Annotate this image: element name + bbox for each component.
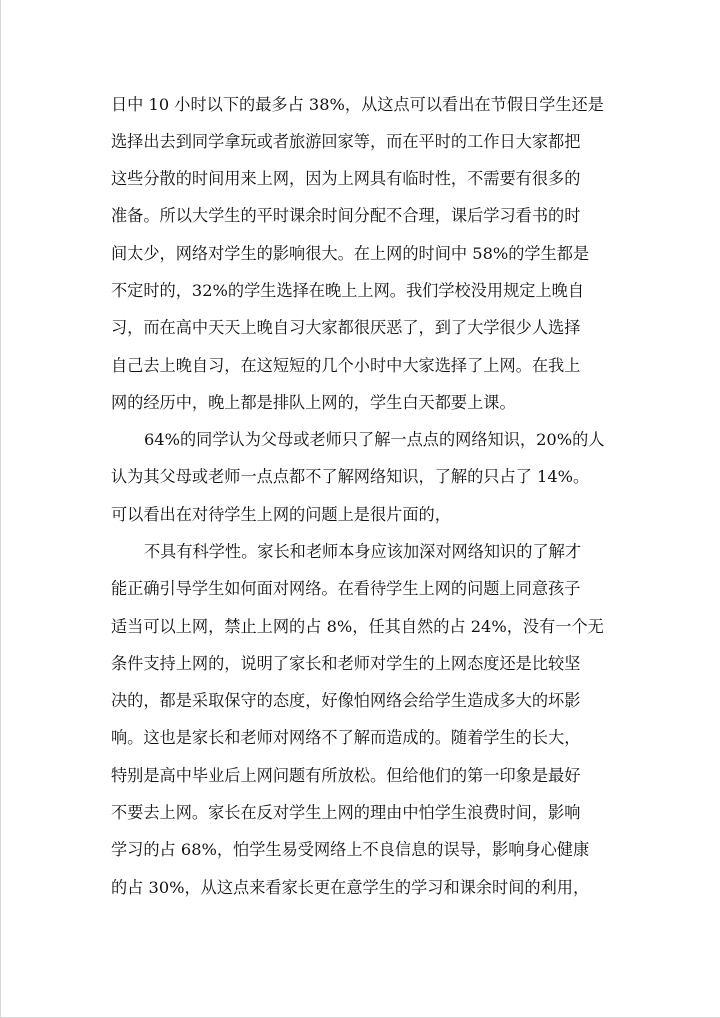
text-line: 这些分散的时间用来上网，因为上网具有临时性，不需要有很多的 [111,169,581,188]
paragraph-first-line: 64%的同学认为父母或老师只了解一点点的网络知识，20%的人 [144,430,605,449]
text-line: 能正确引导学生如何面对网络。在看待学生上网的问题上同意孩子 [111,579,581,598]
paragraph-first-line: 不具有科学性。家长和老师本身应该加深对网络知识的了解才 [144,542,582,561]
text-line: 不要去上网。家长在反对学生上网的理由中怕学生浪费时间，影响 [111,803,581,822]
text-line: 响。这也是家长和老师对网络不了解而造成的。随着学生的长大， [111,728,581,747]
text-line: 可以看出在对待学生上网的问题上是很片面的， [111,505,451,524]
text-line: 条件支持上网的，说明了家长和老师对学生的上网态度还是比较坚 [111,654,581,673]
text-line: 不定时的，32%的学生选择在晚上上网。我们学校没用规定上晚自 [111,281,585,300]
text-line: 认为其父母或老师一点点都不了解网络知识，了解的只占了 14%。 [111,467,590,486]
text-line: 网的经历中，晚上都是排队上网的，学生白天都要上课。 [111,393,516,412]
text-line: 适当可以上网，禁止上网的占 8%，任其自然的占 24%，没有一个无 [111,617,604,636]
text-line: 特别是高中毕业后上网问题有所放松。但给他们的第一印象是最好 [111,766,581,785]
text-line: 选择出去到同学拿玩或者旅游回家等，而在平时的工作日大家都把 [111,132,581,151]
text-line: 习，而在高中天天上晚自习大家都很厌恶了，到了大学很少人选择 [111,318,581,337]
text-line: 学习的占 68%，怕学生易受网络上不良信息的误导，影响身心健康 [111,840,590,859]
text-line: 自己去上晚自习，在这短短的几个小时中大家选择了上网。在我上 [111,356,581,375]
text-line: 日中 10 小时以下的最多占 38%，从这点可以看出在节假日学生还是 [111,95,604,114]
text-line: 间太少，网络对学生的影响很大。在上网的时间中 58%的学生都是 [111,244,590,263]
text-line: 决的，都是采取保守的态度，好像怕网络会给学生造成多大的坏影 [111,691,581,710]
text-line: 准备。所以大学生的平时课余时间分配不合理，课后学习看书的时 [111,206,581,225]
text-line: 的占 30%，从这点来看家长更在意学生的学习和课余时间的利用， [111,878,590,897]
